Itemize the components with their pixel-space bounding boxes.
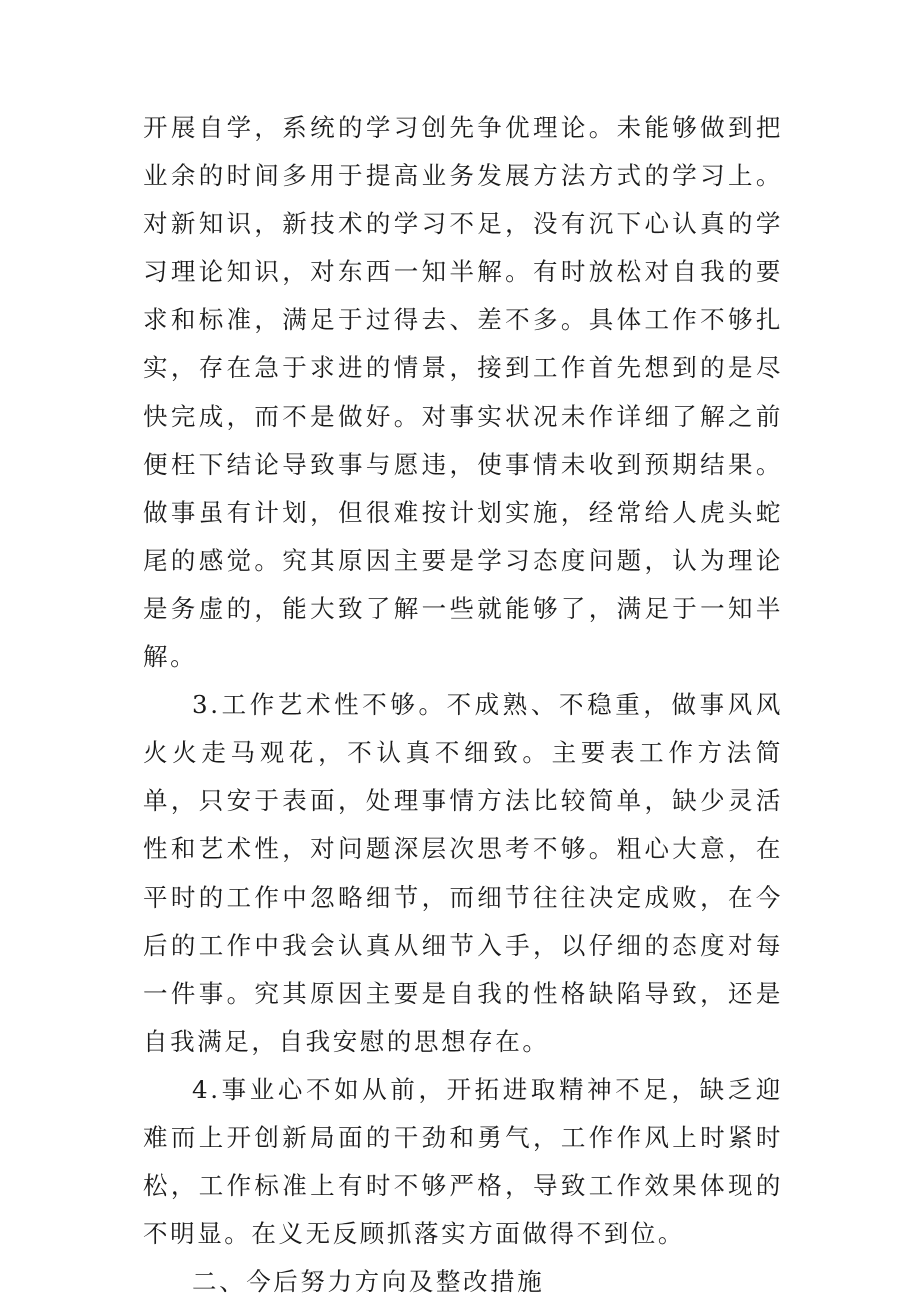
document-body bbox=[143, 104, 783, 1306]
paragraph-item-3: 3.工作艺术性不够。不成熟、不稳重，做事风风火火走马观花，不认真不细致。主要表工作方法简单，只安于表面，处理事情方法比较简单，缺少灵活性和艺术性，对问题深层次思考不够。粗心大意，在平时的工作中忽略细节，而细节往往决定成败，在今后的工作中我会认真从细节入手，以仔细的态度对每一件事。究其原因主要是自我的性格缺陷导致，还是自我满足，自我安慰的思想存在。 bbox=[143, 690, 783, 1056]
section-heading: 二、今后努力方向及整改措施 bbox=[192, 1267, 545, 1297]
paragraph-item-4: 4.事业心不如从前，开拓进取精神不足，缺乏迎难而上开创新局面的干劲和勇气，工作作风上时紧时松，工作标准上有时不够严格，导致工作效果体现的不明显。在义无反顾抓落实方面做得不到位。 bbox=[143, 1074, 783, 1249]
paragraph-continuation: 开展自学，系统的学习创先争优理论。未能够做到把业余的时间多用于提高业务发展方法方式的学习上。对新知识，新技术的学习不足，没有沉下心认真的学习理论知识，对东西一知半解。有时放松对自我的要求和标准，满足于过得去、差不多。具体工作不够扎实，存在急于求进的情景，接到工作首先想到的是尽快完成，而不是做好。对事实状况未作详细了解之前便枉下结论导致事与愿违，使事情未收到预期结果。做事虽有计划，但很难按计划实施，经常给人虎头蛇尾的感觉。究其原因主要是学习态度问题，认为理论是务虚的，能大致了解一些就能够了，满足于一知半解。 bbox=[143, 113, 783, 672]
